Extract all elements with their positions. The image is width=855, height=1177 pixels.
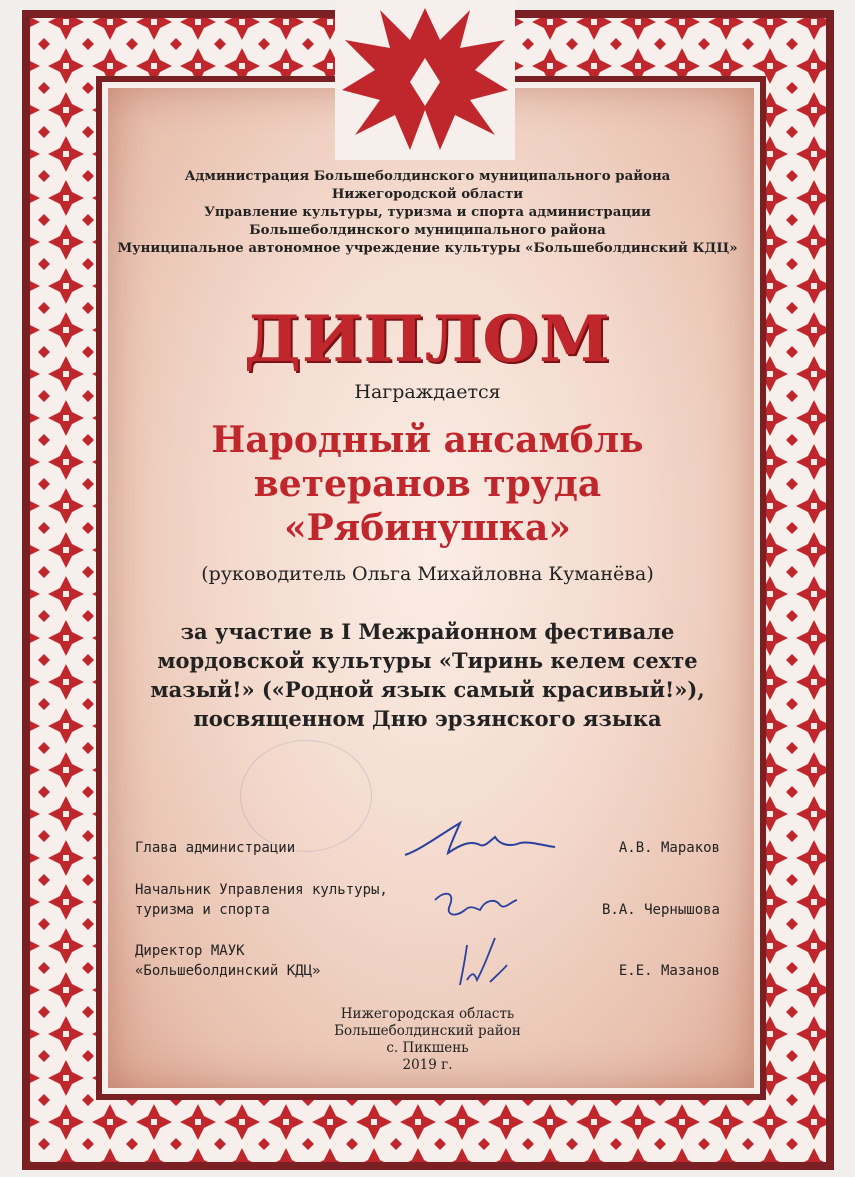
position-line: туризма и спорта	[135, 902, 270, 918]
recipient-line: «Рябинушка»	[284, 507, 571, 549]
reason-line: мазый!» («Родной язык самый красивый!»),	[150, 677, 705, 702]
signature-2-icon	[425, 880, 525, 930]
position-line: Начальник Управления культуры,	[135, 882, 388, 898]
header-line: Нижегородской области	[331, 187, 524, 202]
issuing-organizations	[0, 168, 855, 258]
recipient-line: ветеранов труда	[253, 463, 602, 505]
signatory-position	[135, 880, 388, 920]
footer-line: Большеболдинский район	[334, 1023, 521, 1039]
leader-note: (руководитель Ольга Михайловна Куманёва)	[201, 563, 654, 585]
faint-stamp	[240, 740, 372, 852]
recipient-line: Народный ансамбль	[211, 419, 644, 461]
header-line: Муниципальное автономное учреждение культуры «Большеболдинский КДЦ»	[117, 241, 738, 256]
footer-line: с. Пикшень	[386, 1040, 469, 1056]
signatory-position	[135, 941, 320, 981]
footer-line: Нижегородская область	[340, 1006, 515, 1022]
header-line: Администрация Большеболдинского муниципального района	[184, 169, 671, 184]
signatory-name: А.В. Мараков	[618, 840, 720, 856]
signatory-name: В.А. Чернышова	[601, 902, 720, 918]
position-line: «Большеболдинский КДЦ»	[135, 963, 321, 979]
diploma-title: ДИПЛОМ	[244, 302, 611, 377]
position-line: Директор МАУК	[135, 943, 245, 959]
awarded-label: Награждается	[354, 381, 501, 403]
footer-line: 2019 г.	[402, 1057, 453, 1073]
reason-line: мордовской культуры «Тиринь келем сехте	[157, 648, 698, 673]
signature-1-icon	[400, 815, 560, 865]
signatory-name: Е.Е. Мазанов	[618, 963, 720, 979]
reason-line: за участие в I Межрайонном фестивале	[180, 619, 675, 644]
signatory-position	[135, 838, 295, 858]
place-and-date	[0, 1006, 855, 1074]
signature-3-icon	[445, 930, 515, 995]
position-line: Глава администрации	[135, 840, 296, 856]
header-line: Большеболдинского муниципального района	[249, 223, 606, 238]
award-reason	[0, 617, 855, 733]
recipient-name	[0, 418, 855, 550]
header-line: Управление культуры, туризма и спорта администрации	[204, 205, 651, 220]
reason-line: посвященном Дню эрзянского языка	[193, 706, 662, 731]
